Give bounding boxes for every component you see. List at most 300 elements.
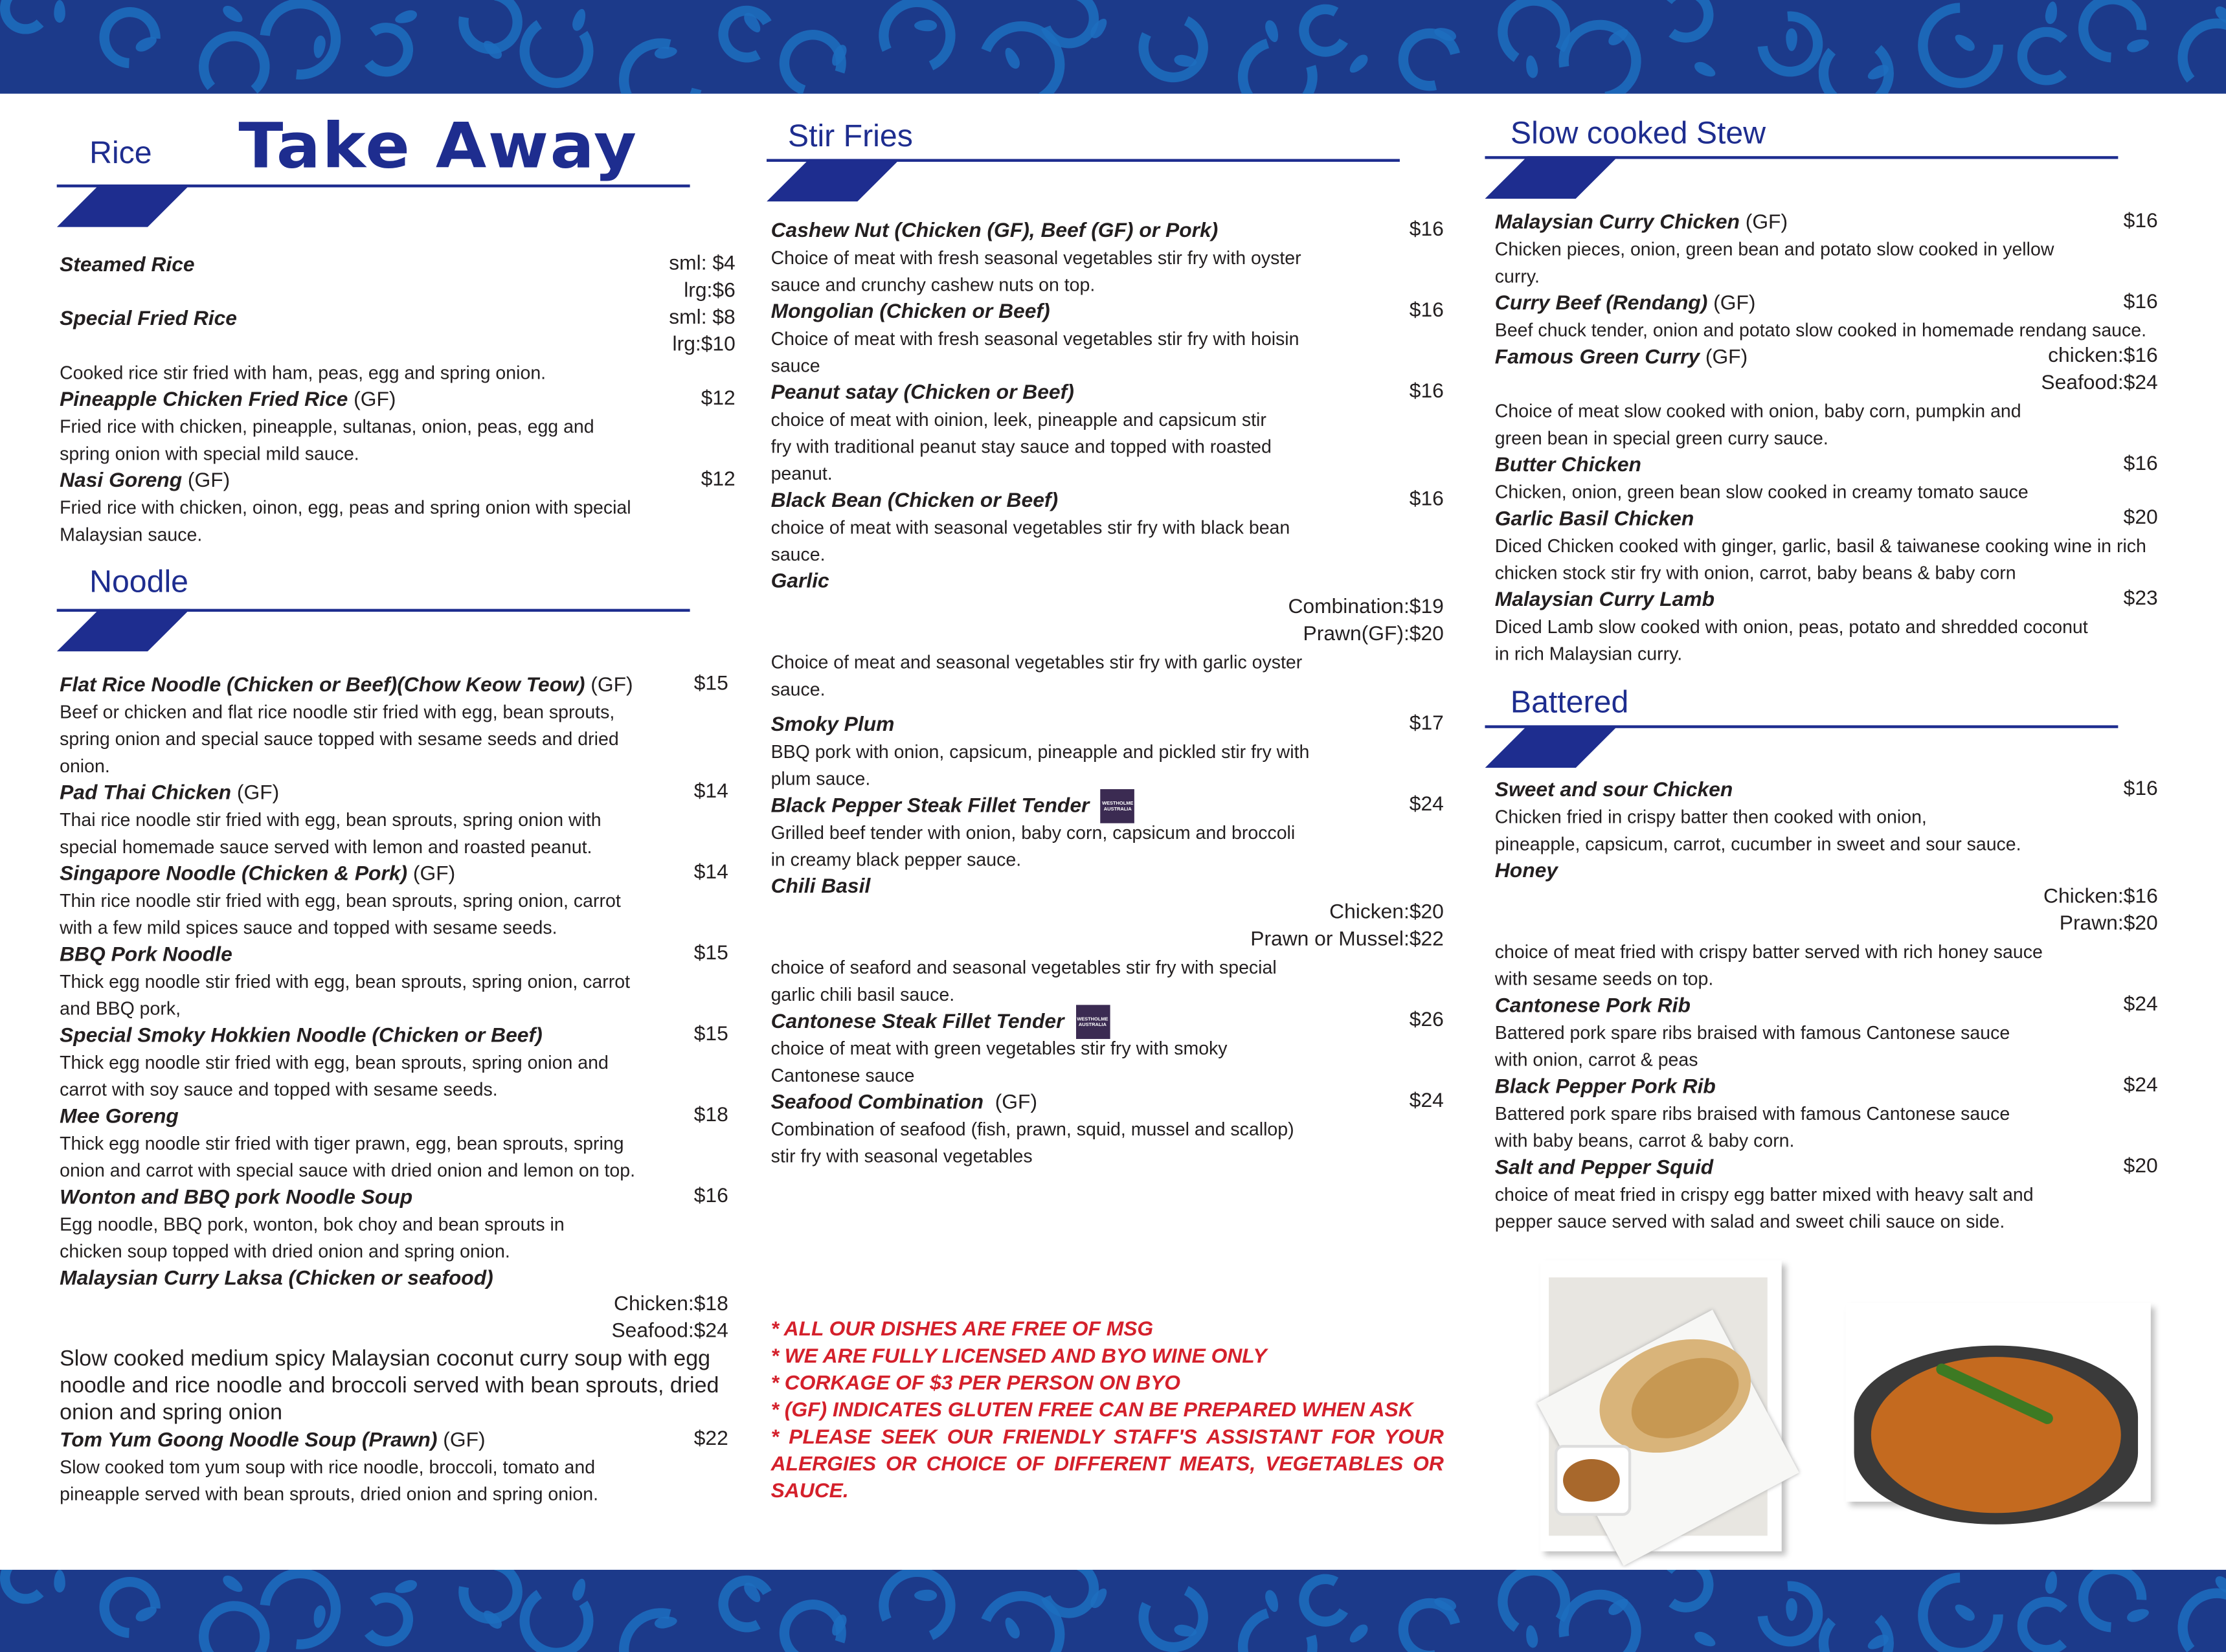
item-description-line: choice of meat with oinion, leek, pineapple and capsicum stir — [770, 408, 1266, 430]
item-description-line: green bean in special green curry sauce. — [1494, 427, 1828, 449]
note-line: * WE ARE FULLY LICENSED AND BYO WINE ONLY — [770, 1345, 1267, 1368]
item-title — [771, 788, 1135, 823]
leaf-ornament — [394, 8, 419, 27]
item-price: $15 — [693, 942, 728, 965]
item-title — [771, 567, 829, 596]
item-description-line: spring onion and special sauce topped with sesame seeds and dried — [60, 728, 619, 750]
menu-item — [771, 298, 1444, 379]
item-header — [771, 873, 1444, 900]
item-title — [771, 378, 1074, 407]
gluten-free-tag: (GF) — [1713, 291, 1756, 315]
gluten-free-tag: (GF) — [1745, 210, 1788, 234]
menu-item — [60, 941, 728, 1022]
menu-item — [1495, 208, 2158, 289]
item-title — [771, 486, 1058, 515]
leaf-ornament — [54, 0, 65, 23]
item-description-line: garlic chili basil sauce. — [770, 983, 955, 1005]
swirl-ornament — [1129, 3, 1218, 92]
item-price: $17 — [1409, 712, 1444, 735]
item-description-line: with sesame seeds on top. — [1494, 968, 1714, 990]
item-price: sml: $4 — [669, 252, 736, 276]
noodle-list — [60, 671, 728, 1507]
item-description-line: noodle and rice noodle and broccoli served with bean sprouts, dried — [60, 1374, 719, 1398]
menu-item — [60, 1427, 728, 1508]
item-price: $24 — [2123, 1074, 2158, 1097]
item-price: $16 — [2123, 452, 2158, 476]
item-price: $14 — [693, 861, 728, 884]
leaf-ornament — [2044, 1570, 2059, 1594]
gluten-free-tag: (GF) — [354, 388, 396, 411]
westholme-logo-icon: WESTHOLME AUSTRALIA — [1101, 788, 1135, 823]
menu-item — [60, 1265, 728, 1427]
item-name: Wonton and BBQ pork Noodle Soup — [60, 1185, 413, 1209]
item-title — [60, 860, 455, 888]
item-name: Mongolian (Chicken or Beef) — [770, 300, 1050, 323]
item-name: Malaysian Curry Laksa (Chicken or seafood) — [60, 1266, 493, 1289]
item-description-line: Battered pork spare ribs braised with famous Cantonese sauce — [1494, 1021, 2010, 1044]
item-description-line: Beef chuck tender, onion and potato slow cooked in homemade rendang sauce. — [1494, 319, 2147, 341]
leaf-ornament — [220, 3, 245, 26]
menu-item — [60, 1022, 728, 1103]
item-price: $24 — [2123, 993, 2158, 1016]
swirl-ornament — [2174, 1585, 2226, 1652]
item-price: $22 — [693, 1427, 728, 1451]
menu-item — [1495, 857, 2158, 992]
header-ribbon — [57, 184, 190, 227]
menu-item — [60, 467, 736, 548]
item-title — [60, 385, 396, 414]
item-description-line: Grilled beef tender with onion, baby corn, capsicum and broccoli — [770, 821, 1296, 843]
item-name: Chili Basil — [770, 875, 871, 898]
item-name: Malaysian Curry Lamb — [1494, 588, 1715, 611]
item-title — [60, 1183, 412, 1212]
menu-item — [771, 1089, 1444, 1170]
item-description-line: Slow cooked tom yum soup with rice noodle, broccoli, tomato and — [60, 1456, 596, 1478]
item-description-line: plum sauce. — [770, 768, 871, 790]
item-title — [1495, 289, 1756, 317]
item-title — [1495, 856, 1558, 885]
item-price-option: Prawn:$20 — [2059, 912, 2158, 935]
item-header — [60, 251, 736, 278]
item-description-line: pineapple served with bean sprouts, dried onion and spring onion. — [60, 1483, 599, 1505]
note-line: * PLEASE SEEK OUR FRIENDLY STAFF'S ASSISTANT FOR YOUR ALERGIES OR CHOICE OF DIFFERENT MEATS, VEGETABLES OR SAUCE. — [770, 1426, 1444, 1503]
item-description-line: choice of seaford and seasonal vegetables stir fry with special — [770, 956, 1277, 978]
menu-item — [1495, 992, 2158, 1073]
item-description-line: choice of meat with seasonal vegetables stir fry with black bean — [770, 517, 1290, 538]
leaf-ornament — [1692, 1629, 1718, 1650]
item-name: Special Fried Rice — [60, 307, 237, 330]
item-header — [771, 379, 1444, 406]
menu-item — [1495, 1073, 2158, 1154]
item-header — [1495, 506, 2158, 533]
item-header — [60, 779, 728, 807]
item-title — [771, 216, 1219, 245]
item-price-option: lrg:$10 — [672, 333, 736, 357]
menu-item — [1495, 586, 2158, 667]
swirl-ornament — [1386, 17, 1472, 94]
item-name: Cantonese Pork Rib — [1494, 994, 1691, 1017]
item-price-option: Chicken:$18 — [614, 1293, 728, 1316]
item-header — [60, 1265, 728, 1292]
item-price: $15 — [693, 1023, 728, 1046]
item-name: Peanut satay (Chicken or Beef) — [770, 381, 1074, 404]
slow-cooked-stew-list — [1495, 208, 2158, 667]
item-price-option: Chicken:$16 — [2043, 886, 2158, 909]
item-title — [1495, 208, 1788, 236]
item-description-line: Choice of meat with fresh seasonal vegetables stir fry with hoisin — [770, 328, 1299, 350]
menu-item — [60, 779, 728, 860]
menu-item — [1495, 344, 2158, 452]
item-name: Black Bean (Chicken or Beef) — [770, 489, 1059, 512]
item-name: Special Smoky Hokkien Noodle (Chicken or Beef) — [60, 1023, 543, 1047]
menu-item — [771, 487, 1444, 568]
item-name: Nasi Goreng — [60, 469, 183, 492]
gluten-free-tag: (GF) — [236, 781, 280, 805]
item-description-line: Beef or chicken and flat rice noodle stir fried with egg, bean sprouts, — [60, 701, 615, 723]
note-line: * (GF) INDICATES GLUTEN FREE CAN BE PREPARED WHEN ASK — [770, 1399, 1413, 1422]
item-title — [1495, 343, 1748, 372]
item-name: Garlic Basil Chicken — [1494, 507, 1694, 530]
item-name: Cantonese Steak Fillet Tender — [770, 1010, 1064, 1033]
menu-item — [60, 251, 736, 305]
item-header — [60, 1022, 728, 1049]
item-title — [60, 251, 195, 279]
menu-item — [60, 1103, 728, 1184]
item-description-line: Choice of meat with fresh seasonal vegetables stir fry with oyster — [770, 247, 1301, 269]
item-description-line: spring onion with special mild sauce. — [60, 443, 359, 464]
item-header — [771, 711, 1444, 738]
gluten-free-tag: (GF) — [1705, 345, 1748, 368]
item-price: $16 — [1409, 218, 1444, 241]
item-title — [1495, 1153, 1713, 1181]
item-name: Garlic — [770, 570, 829, 593]
item-description-line: pineapple, capsicum, carrot, cucumber in sweet and sour sauce. — [1494, 833, 2021, 854]
item-description-line: chicken soup topped with dried onion and spring onion. — [60, 1240, 510, 1262]
item-header — [1495, 289, 2158, 317]
menu-item — [771, 792, 1444, 873]
item-price: $16 — [2123, 210, 2158, 233]
item-header — [1495, 857, 2158, 884]
roti-photo — [1540, 1260, 1782, 1551]
item-name: Butter Chicken — [1494, 453, 1641, 476]
swirl-ornament — [2064, 0, 2161, 76]
item-description-line: Fried rice with chicken, pineapple, sultanas, onion, peas, egg and — [60, 416, 594, 438]
menu-item — [60, 305, 736, 386]
item-price: $24 — [1409, 1089, 1444, 1113]
item-price-option: Chicken:$20 — [1329, 901, 1444, 924]
leaf-ornament — [1347, 1622, 1371, 1646]
menu-item — [1495, 776, 2158, 857]
item-name: Honey — [1494, 859, 1558, 882]
item-title — [771, 710, 895, 739]
item-description-line: Thick egg noodle stir fried with egg, bean sprouts, spring onion and — [60, 1051, 609, 1073]
menu-item — [1495, 506, 2158, 586]
swirl-ornament — [1655, 1570, 1716, 1616]
item-title — [771, 297, 1050, 326]
item-title — [60, 1021, 543, 1050]
item-description-line: Choice of meat slow cooked with onion, baby corn, pumpkin and — [1494, 400, 2021, 422]
item-name: Salt and Pepper Squid — [1494, 1155, 1714, 1179]
swirl-ornament — [87, 1570, 173, 1651]
item-name: Sweet and sour Chicken — [1494, 778, 1733, 801]
item-description-line: Diced Lamb slow cooked with onion, peas, potato and shredded coconut — [1494, 616, 2088, 638]
stir-fries-list — [771, 217, 1444, 1169]
item-title — [1495, 451, 1641, 479]
item-price: chicken:$16 — [2048, 344, 2158, 368]
header-ribbon — [1485, 156, 1618, 199]
item-price: $15 — [693, 673, 728, 696]
item-header — [1495, 992, 2158, 1020]
note-line: * ALL OUR DISHES ARE FREE OF MSG — [770, 1318, 1154, 1342]
item-description-line: choice of meat fried with crispy batter served with rich honey sauce — [1494, 941, 2043, 963]
item-description-line: Thai rice noodle stir fried with egg, bean sprouts, spring onion with — [60, 809, 601, 831]
bottom-pattern-band — [0, 1570, 2226, 1652]
item-description-line: pepper sauce served with salad and sweet chili sauce on side. — [1494, 1211, 2005, 1233]
item-header — [1495, 776, 2158, 803]
menu-item — [771, 1008, 1444, 1089]
menu-item — [771, 873, 1444, 1007]
item-price-option: Combination:$19 — [1288, 596, 1444, 619]
swirl-ornament — [0, 0, 51, 34]
item-description-line: Diced Chicken cooked with ginger, garlic, basil & taiwanese cooking wine in rich — [1494, 535, 2146, 557]
item-price: $16 — [693, 1185, 728, 1208]
item-header — [771, 487, 1444, 514]
item-name: Flat Rice Noodle (Chicken or Beef)(Chow Keow Teow) — [60, 673, 585, 697]
item-description-line: Chicken pieces, onion, green bean and potato slow cooked in yellow — [1494, 238, 2054, 260]
menu-item — [1495, 1154, 2158, 1235]
leaf-ornament — [914, 1590, 937, 1602]
leaf-ornament — [1347, 52, 1371, 76]
item-header — [60, 467, 736, 494]
item-header — [1495, 1073, 2158, 1100]
item-price-option: lrg:$6 — [684, 279, 736, 303]
menu-item — [771, 711, 1444, 792]
item-name: Tom Yum Goong Noodle Soup (Prawn) — [60, 1428, 438, 1451]
item-price: $16 — [2123, 777, 2158, 801]
item-price: $16 — [1409, 488, 1444, 511]
item-title — [60, 1102, 179, 1131]
item-header — [60, 860, 728, 887]
item-header — [60, 671, 728, 698]
swirl-ornament — [87, 0, 173, 81]
item-header — [771, 1008, 1444, 1035]
leaf-ornament — [394, 1578, 419, 1596]
item-description-line: choice of meat fried in crispy egg batter mixed with heavy salt and — [1494, 1183, 2034, 1205]
item-price: $23 — [2123, 587, 2158, 610]
battered-list — [1495, 776, 2158, 1234]
rice-list — [60, 251, 736, 548]
swirl-ornament — [0, 1570, 51, 1604]
item-description-line: sauce. — [770, 678, 826, 700]
item-price: $16 — [2123, 291, 2158, 314]
item-description-line: with onion, carrot & peas — [1494, 1049, 1698, 1071]
item-price: $12 — [701, 468, 736, 491]
item-title — [60, 671, 633, 699]
item-name: Smoky Plum — [770, 713, 895, 736]
item-title — [1495, 992, 1691, 1020]
item-description-line: in creamy black pepper sauce. — [770, 849, 1022, 871]
item-title — [771, 1004, 1110, 1038]
item-title — [60, 1425, 486, 1454]
item-header — [771, 1089, 1444, 1116]
gluten-free-tag: (GF) — [590, 673, 633, 697]
leaf-ornament — [54, 1570, 65, 1592]
item-header — [1495, 586, 2158, 614]
item-price-option: Seafood:$24 — [2041, 372, 2158, 395]
item-price: $18 — [693, 1104, 728, 1127]
item-description-line: Slow cooked medium spicy Malaysian coconut curry soup with egg — [60, 1346, 711, 1372]
section-title-battered: Battered — [1510, 684, 1629, 720]
item-name: Black Pepper Pork Rib — [1494, 1075, 1716, 1098]
gluten-free-tag: (GF) — [443, 1428, 486, 1451]
item-price-option: Prawn or Mussel:$22 — [1250, 928, 1444, 952]
item-title — [1495, 585, 1714, 614]
item-name: Pad Thai Chicken — [60, 781, 232, 805]
item-name: Black Pepper Steak Fillet Tender — [770, 794, 1090, 818]
swirl-ornament — [513, 1577, 600, 1652]
item-description-line: Choice of meat and seasonal vegetables stir fry with garlic oyster — [770, 651, 1303, 673]
item-header — [60, 1103, 728, 1130]
item-title — [60, 1264, 493, 1293]
item-price: $20 — [2123, 1155, 2158, 1178]
item-title — [60, 466, 230, 495]
item-name: Seafood Combination — [770, 1091, 989, 1114]
item-header — [1495, 451, 2158, 478]
item-description-line: BBQ pork with onion, capsicum, pineapple and pickled stir fry with — [770, 741, 1310, 763]
westholme-logo-icon: WESTHOLME AUSTRALIA — [1075, 1004, 1110, 1038]
item-name: Steamed Rice — [60, 253, 195, 276]
leaf-ornament — [914, 20, 937, 32]
item-price: $16 — [1409, 299, 1444, 322]
item-header — [60, 941, 728, 968]
item-name: Cashew Nut (Chicken (GF), Beef (GF) or Pork) — [770, 219, 1219, 242]
item-title — [1495, 776, 1733, 804]
swirl-ornament — [2064, 1570, 2161, 1646]
leaf-ornament — [2044, 1, 2059, 25]
item-title — [60, 304, 237, 333]
item-description-line: Thick egg noodle stir fried with egg, bean sprouts, spring onion, carrot — [60, 970, 631, 992]
header-ribbon — [767, 159, 900, 202]
swirl-ornament — [1129, 1573, 1218, 1652]
item-price: $20 — [2123, 506, 2158, 530]
swirl-ornament — [1817, 34, 1896, 94]
menu-item — [60, 1184, 728, 1265]
item-description-line: Chicken fried in crispy batter then cooked with onion, — [1494, 806, 1927, 828]
item-description-line: Malaysian sauce. — [60, 524, 203, 545]
item-description-line: Fried rice with chicken, oinon, egg, peas and spring onion with special — [60, 497, 631, 519]
leaf-ornament — [1692, 60, 1718, 80]
swirl-ornament — [712, 0, 781, 69]
note-line: * CORKAGE OF $3 PER PERSON ON BYO — [770, 1372, 1181, 1396]
item-description-line: Egg noodle, BBQ pork, wonton, bok choy and bean sprouts in — [60, 1213, 565, 1235]
item-title — [771, 1088, 1037, 1117]
leaf-ornament — [220, 1573, 245, 1596]
section-title-slow-cooked-stew: Slow cooked Stew — [1510, 115, 1766, 151]
swirl-ornament — [2174, 15, 2226, 93]
menu-item — [60, 671, 728, 779]
swirl-ornament — [513, 7, 600, 93]
header-ribbon — [57, 609, 190, 652]
item-title — [771, 872, 871, 900]
swirl-ornament — [1655, 0, 1716, 46]
menu-item — [771, 568, 1444, 702]
swirl-ornament — [868, 1570, 967, 1652]
item-header — [60, 386, 736, 413]
item-description-line: onion. — [60, 755, 110, 777]
item-description-line: sauce and crunchy cashew nuts on top. — [770, 274, 1096, 296]
item-title — [60, 779, 279, 807]
item-title — [1495, 1073, 1716, 1101]
item-header — [771, 217, 1444, 244]
item-price: $14 — [693, 780, 728, 804]
swirl-ornament — [2017, 1596, 2076, 1652]
gluten-free-tag: (GF) — [995, 1091, 1038, 1114]
item-price: $16 — [1409, 380, 1444, 403]
curry — [1871, 1357, 2121, 1513]
swirl-ornament — [355, 19, 416, 80]
item-header — [60, 305, 736, 332]
item-price-option: Prawn(GF):$20 — [1303, 623, 1444, 646]
item-name: Singapore Noodle (Chicken & Pork) — [60, 862, 408, 886]
item-header — [771, 298, 1444, 325]
section-title-rice: Rice — [89, 135, 152, 171]
header-ribbon — [1485, 725, 1618, 768]
menu-item — [771, 379, 1444, 487]
item-description-line: sauce — [770, 355, 820, 377]
item-title — [60, 941, 232, 969]
notes — [771, 1317, 1444, 1506]
item-description-line: peanut. — [770, 462, 833, 484]
item-header — [1495, 1154, 2158, 1181]
item-description-line: fry with traditional peanut stay sauce and topped with roasted — [770, 436, 1272, 458]
item-description-line: Chicken, onion, green bean slow cooked in creamy tomato sauce — [1494, 481, 2029, 503]
swirl-ornament — [1386, 1587, 1472, 1652]
gluten-free-tag: (GF) — [412, 862, 456, 886]
item-description-line: with a few mild spices sauce and topped with sesame seeds. — [60, 917, 557, 939]
item-description-line: Thin rice noodle stir fried with egg, bean sprouts, spring onion, carrot — [60, 889, 621, 911]
item-description-line: onion and spring onion — [60, 1401, 283, 1425]
item-header — [1495, 344, 2158, 371]
item-description-line: curry. — [1494, 265, 1540, 287]
item-name: Mee Goreng — [60, 1104, 179, 1128]
item-name: Malaysian Curry Chicken — [1494, 210, 1740, 234]
item-header — [771, 792, 1444, 819]
swirl-ornament — [2017, 27, 2076, 85]
item-description-line: stir fry with seasonal vegetables — [770, 1145, 1033, 1167]
item-price: $26 — [1409, 1009, 1444, 1032]
item-description-line: and BBQ pork, — [60, 998, 181, 1020]
item-description-line: in rich Malaysian curry. — [1494, 643, 1683, 665]
item-name: Curry Beef (Rendang) — [1494, 291, 1708, 315]
menu-item — [60, 386, 736, 467]
item-description-line: Cantonese sauce — [770, 1064, 915, 1086]
item-description-line: special homemade sauce served with lemon and roasted peanut. — [60, 836, 592, 858]
item-description-line: Thick egg noodle stir fried with tiger prawn, egg, bean sprouts, spring — [60, 1132, 624, 1154]
item-description-line: chicken stock stir fry with onion, carrot, baby beans & baby corn — [1494, 562, 2016, 584]
item-header — [1495, 208, 2158, 236]
section-title-noodle: Noodle — [89, 563, 188, 599]
item-description-line: Combination of seafood (fish, prawn, squid, mussel and scallop) — [770, 1118, 1294, 1140]
item-name: BBQ Pork Noodle — [60, 943, 232, 966]
curry-sauce — [1563, 1459, 1620, 1502]
curry-photo — [1845, 1303, 2150, 1502]
page-title: Take Away — [238, 111, 638, 183]
swirl-ornament — [712, 1570, 781, 1639]
item-price: sml: $8 — [669, 306, 736, 329]
item-description-line: with baby beans, carrot & baby corn. — [1494, 1130, 1795, 1152]
item-name: Famous Green Curry — [1494, 345, 1700, 368]
swirl-ornament — [868, 0, 967, 85]
